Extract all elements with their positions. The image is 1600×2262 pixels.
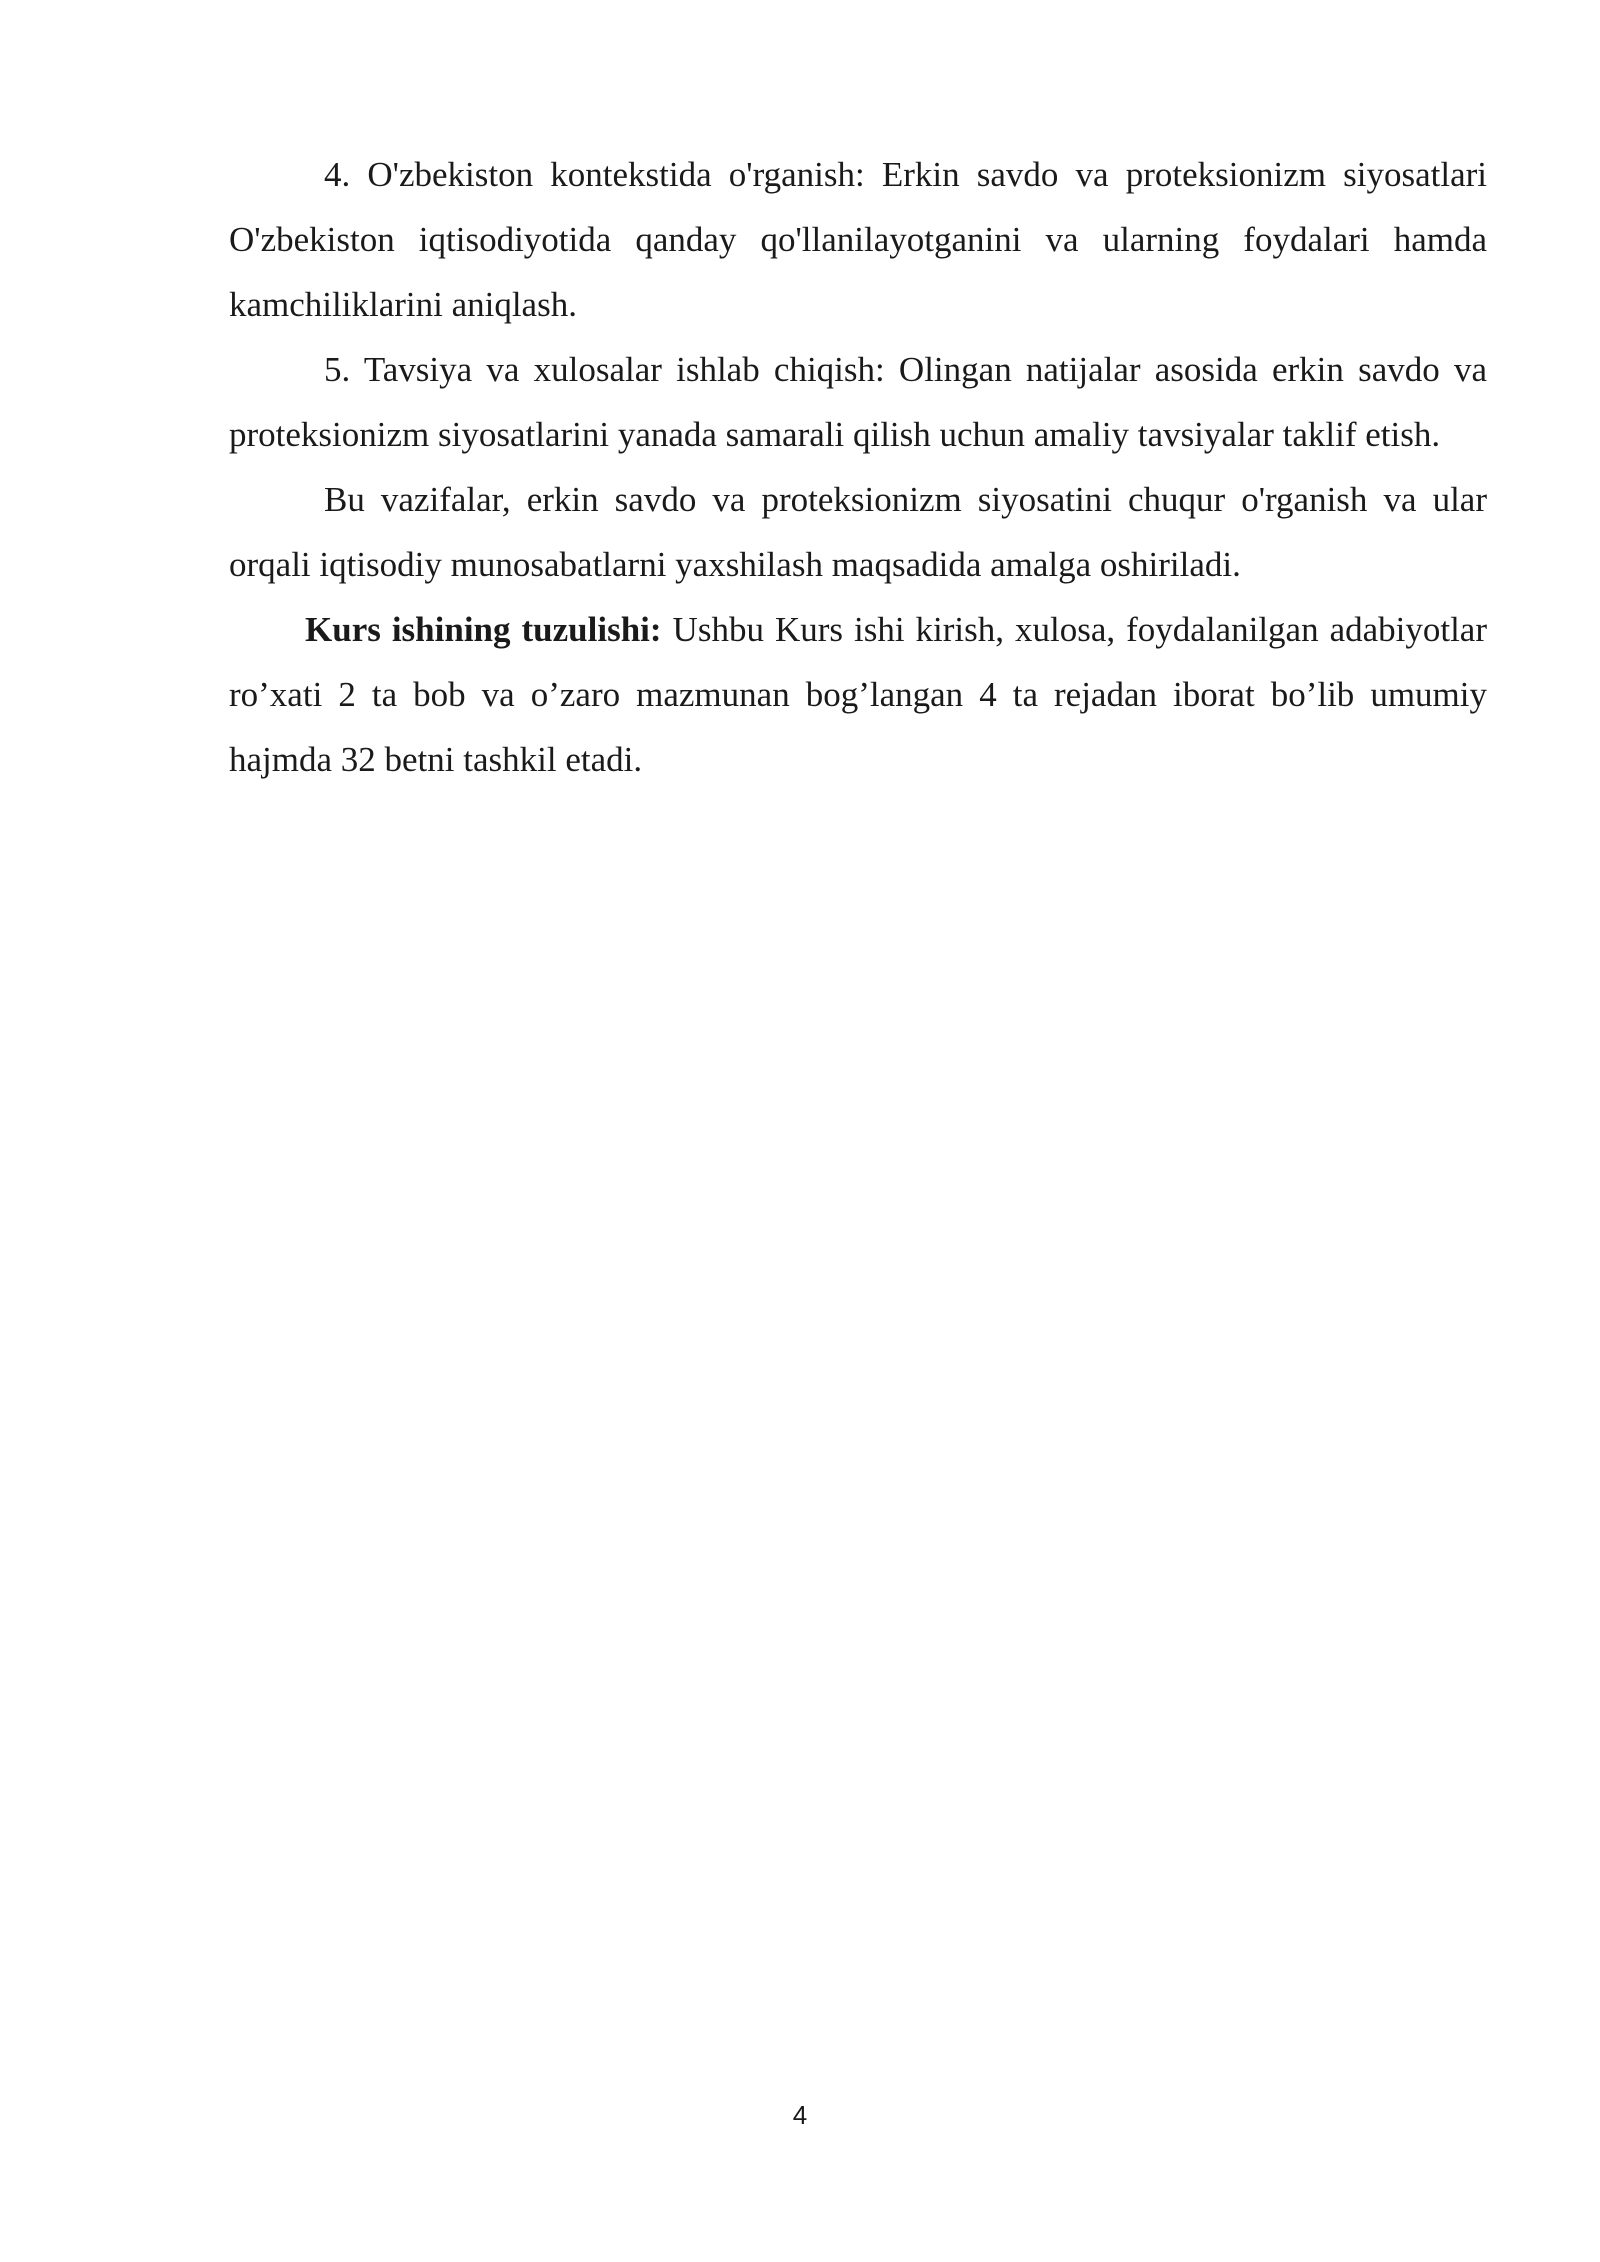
structure-heading: Kurs ishining tuzulishi: bbox=[305, 610, 662, 649]
paragraph-item-5 bbox=[229, 337, 1487, 467]
body-text bbox=[229, 142, 1487, 792]
paragraph-item-4-text: 4. O'zbekiston kontekstida o'rganish: Erkin savdo va proteksionizm siyosatlari O'zbekiston iqtisodiyotida qanday qo'llanilayotganini va ularning foydalari hamda kamchiliklarini aniqlash. bbox=[229, 155, 1487, 324]
paragraph-item-5-text: 5. Tavsiya va xulosalar ishlab chiqish: Olingan natijalar asosida erkin savdo va proteksionizm siyosatlarini yanada samarali qilish uchun amaliy tavsiyalar taklif etish. bbox=[229, 350, 1487, 454]
paragraph-tasks-summary bbox=[229, 467, 1487, 597]
paragraph-structure-text: Ushbu Kurs ishi kirish, xulosa, foydalanilgan adabiyotlar ro’xati 2 ta bob va o’zaro mazmunan bog’langan 4 ta rejadan iborat bo’lib umumiy hajmda 32 betni tashkil etadi. bbox=[229, 610, 1487, 779]
paragraph-item-4 bbox=[229, 142, 1487, 337]
page-number: 4 bbox=[792, 2100, 808, 2130]
paragraph-tasks-summary-text: Bu vazifalar, erkin savdo va proteksionizm siyosatini chuqur o'rganish va ular orqali iqtisodiy munosabatlarni yaxshilash maqsadida amalga oshiriladi. bbox=[229, 480, 1487, 584]
paragraph-structure bbox=[229, 597, 1487, 792]
